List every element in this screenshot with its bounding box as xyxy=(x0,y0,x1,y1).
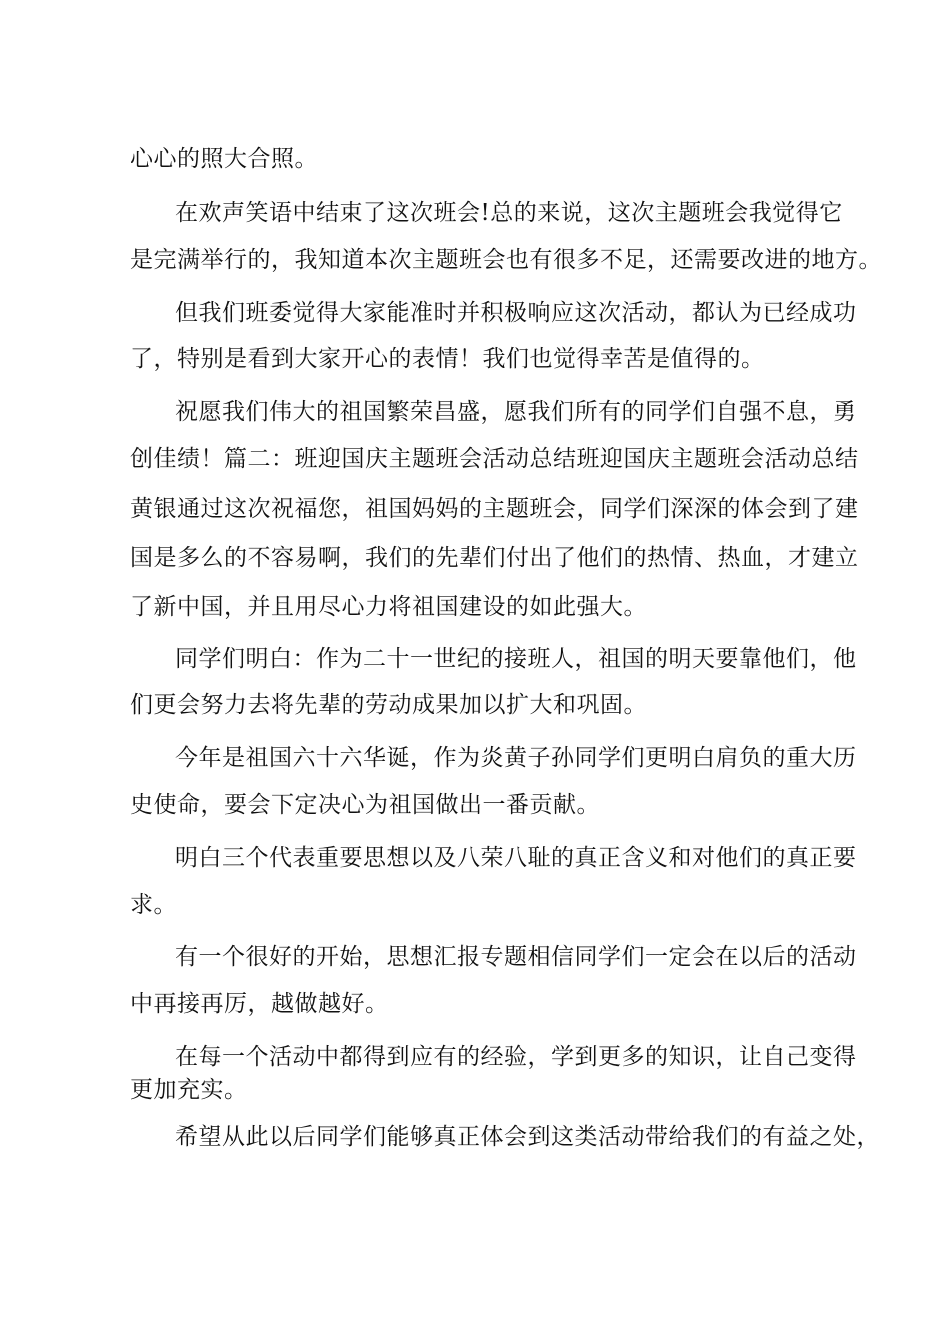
text-line: 了，特别是看到大家开心的表情！我们也觉得幸苦是值得的。 xyxy=(130,346,765,372)
text-line: 创佳绩！篇二：班迎国庆主题班会活动总结班迎国庆主题班会活动总结 xyxy=(130,446,859,472)
text-line: 但我们班委觉得大家能准时并积极响应这次活动，都认为已经成功 xyxy=(175,300,857,326)
text-line: 黄银通过这次祝福您，祖国妈妈的主题班会，同学们深深的体会到了建 xyxy=(130,496,859,522)
text-line: 在每一个活动中都得到应有的经验，学到更多的知识，让自己变得 xyxy=(175,1044,857,1070)
text-line: 是完满举行的，我知道本次主题班会也有很多不足，还需要改进的地方。 xyxy=(130,247,882,273)
text-line: 今年是祖国六十六华诞，作为炎黄子孙同学们更明白肩负的重大历 xyxy=(175,745,857,771)
text-line: 在欢声笑语中结束了这次班会!总的来说，这次主题班会我觉得它 xyxy=(175,200,843,226)
text-line: 国是多么的不容易啊，我们的先辈们付出了他们的热情、热血，才建立 xyxy=(130,545,859,571)
text-line: 心心的照大合照。 xyxy=(130,146,318,172)
text-line: 同学们明白：作为二十一世纪的接班人，祖国的明天要靠他们，他 xyxy=(175,646,857,672)
text-line: 了新中国，并且用尽心力将祖国建设的如此强大。 xyxy=(130,594,647,620)
text-line: 希望从此以后同学们能够真正体会到这类活动带给我们的有益之处， xyxy=(175,1124,880,1150)
text-line: 们更会努力去将先辈的劳动成果加以扩大和巩固。 xyxy=(130,692,647,718)
text-line: 有一个很好的开始，思想汇报专题相信同学们一定会在以后的活动 xyxy=(175,944,857,970)
text-line: 明白三个代表重要思想以及八荣八耻的真正含义和对他们的真正要 xyxy=(175,845,857,871)
text-line: 求。 xyxy=(130,892,177,918)
text-line: 史使命，要会下定决心为祖国做出一番贡献。 xyxy=(130,792,600,818)
text-line: 更加充实。 xyxy=(130,1077,248,1103)
text-line: 祝愿我们伟大的祖国繁荣昌盛，愿我们所有的同学们自强不息，勇 xyxy=(175,399,857,425)
text-line: 中再接再厉，越做越好。 xyxy=(130,991,389,1017)
